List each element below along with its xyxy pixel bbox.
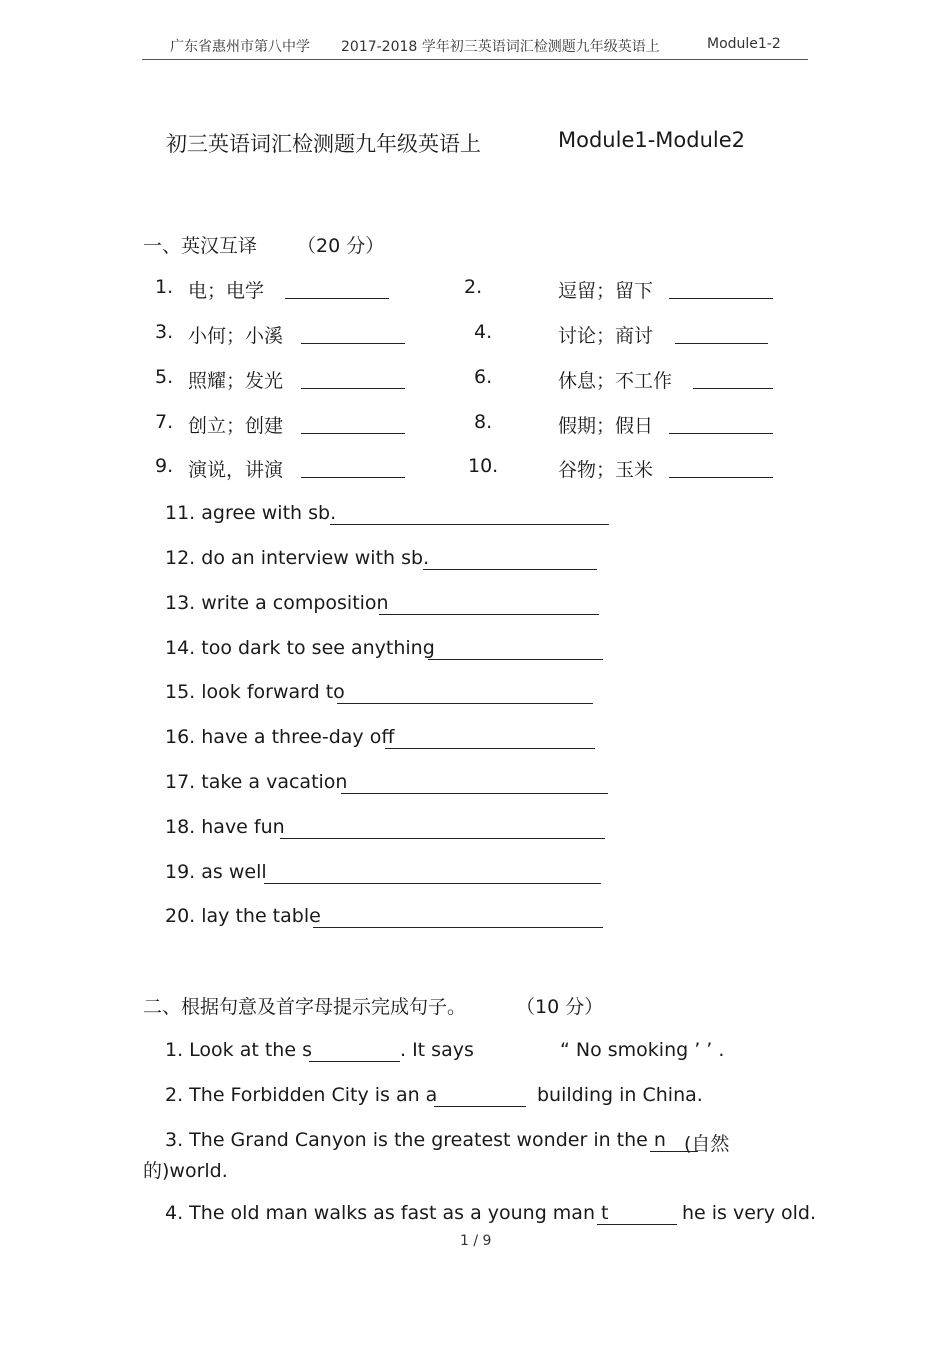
- answer-blank[interactable]: [280, 822, 605, 839]
- answer-blank[interactable]: [341, 777, 608, 794]
- section2-heading: 二、根据句意及首字母提示完成句子。: [143, 996, 467, 1018]
- phrase-item: 20. lay the table: [165, 905, 321, 927]
- vocab-num: 6.: [474, 366, 493, 388]
- phrase-item: 19. as well: [165, 861, 267, 883]
- vocab-term: 休息；不工作: [558, 370, 673, 392]
- vocab-term: 演说，讲演: [188, 459, 284, 481]
- vocab-num: 9.: [155, 455, 174, 477]
- phrase-item: 12. do an interview with sb.: [165, 547, 430, 569]
- vocab-num: 2.: [464, 276, 483, 298]
- page-number: 1 / 9: [460, 1233, 492, 1249]
- sentence-q2-cont: building in China.: [537, 1084, 703, 1106]
- answer-blank[interactable]: [434, 1090, 526, 1107]
- answer-blank[interactable]: [330, 508, 609, 525]
- answer-blank[interactable]: [301, 372, 405, 389]
- phrase-item: 13. write a composition: [165, 592, 389, 614]
- answer-blank[interactable]: [669, 417, 773, 434]
- sentence-q4: 4. The old man walks as fast as a young man t: [165, 1202, 609, 1224]
- vocab-term: 电；电学: [188, 280, 265, 302]
- section2-score: （10 分）: [516, 996, 604, 1018]
- answer-blank[interactable]: [379, 598, 599, 615]
- sentence-q2: 2. The Forbidden City is an a: [165, 1084, 438, 1106]
- header-school: 广东省惠州市第八中学: [170, 39, 310, 55]
- vocab-term: 逗留；留下: [558, 280, 654, 302]
- answer-blank[interactable]: [675, 327, 768, 344]
- phrase-item: 11. agree with sb.: [165, 502, 337, 524]
- sentence-q3: 3. The Grand Canyon is the greatest wonder in the n: [165, 1129, 666, 1151]
- section1-heading: 一、英汉互译: [143, 235, 258, 257]
- section1-score: （20 分）: [297, 235, 385, 257]
- answer-blank[interactable]: [301, 461, 405, 478]
- answer-blank[interactable]: [313, 911, 603, 928]
- sentence-q1-cont: . It says: [400, 1039, 474, 1061]
- header-rule: [142, 59, 808, 60]
- vocab-num: 10.: [468, 455, 499, 477]
- answer-blank[interactable]: [337, 687, 593, 704]
- phrase-item: 16. have a three-day off: [165, 726, 395, 748]
- answer-blank[interactable]: [309, 1045, 400, 1062]
- vocab-num: 1.: [155, 276, 174, 298]
- sentence-q1-quote: “ No smoking ’ ’ .: [560, 1039, 725, 1061]
- vocab-term: 小何；小溪: [188, 325, 284, 347]
- sentence-q3-cont: 的)world.: [143, 1160, 228, 1182]
- page-title-module: Module1-Module2: [558, 128, 746, 152]
- answer-blank[interactable]: [693, 372, 773, 389]
- vocab-term: 照耀；发光: [188, 370, 284, 392]
- phrase-item: 15. look forward to: [165, 681, 345, 703]
- sentence-q1: 1. Look at the s: [165, 1039, 312, 1061]
- answer-blank[interactable]: [428, 643, 603, 660]
- vocab-term: 讨论；商讨: [558, 325, 654, 347]
- phrase-item: 18. have fun: [165, 816, 285, 838]
- header-doc-title: 2017-2018 学年初三英语词汇检测题九年级英语上: [341, 39, 660, 55]
- vocab-term: 谷物；玉米: [558, 459, 654, 481]
- vocab-num: 5.: [155, 366, 174, 388]
- answer-blank[interactable]: [669, 282, 773, 299]
- answer-blank[interactable]: [385, 732, 595, 749]
- answer-blank[interactable]: [669, 461, 773, 478]
- vocab-num: 4.: [474, 321, 493, 343]
- answer-blank[interactable]: [301, 327, 405, 344]
- vocab-term: 假期；假日: [558, 415, 654, 437]
- header-module: Module1-2: [707, 36, 781, 52]
- sentence-q3-hint: (自然: [684, 1133, 730, 1155]
- vocab-num: 7.: [155, 411, 174, 433]
- vocab-num: 8.: [474, 411, 493, 433]
- answer-blank[interactable]: [285, 282, 389, 299]
- vocab-num: 3.: [155, 321, 174, 343]
- answer-blank[interactable]: [264, 867, 601, 884]
- answer-blank[interactable]: [423, 553, 597, 570]
- answer-blank[interactable]: [301, 417, 405, 434]
- answer-blank[interactable]: [597, 1208, 677, 1225]
- phrase-item: 14. too dark to see anything: [165, 637, 435, 659]
- page-title: 初三英语词汇检测题九年级英语上: [166, 132, 481, 156]
- sentence-q4-cont: he is very old.: [682, 1202, 817, 1224]
- vocab-term: 创立；创建: [188, 415, 284, 437]
- phrase-item: 17. take a vacation: [165, 771, 348, 793]
